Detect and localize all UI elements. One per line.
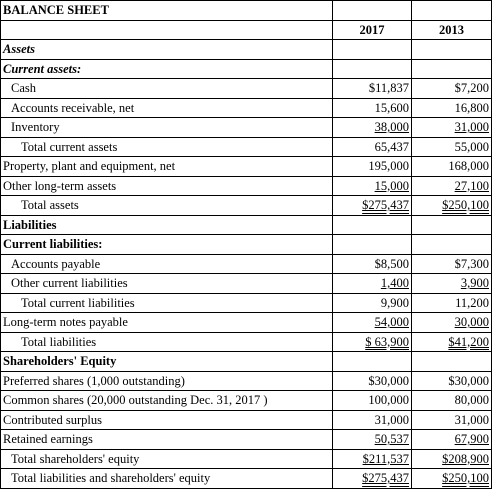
- section-row: [1, 352, 492, 372]
- row-label-preferred-shares: Preferred shares (1,000 outstanding): [1, 371, 333, 391]
- value-2013-common-shares: 80,000: [412, 391, 492, 411]
- value-2013-total-liabilities: $41,200: [448, 334, 489, 349]
- table-row: [1, 410, 492, 430]
- row-label-ppe: Property, plant and equipment, net: [1, 157, 333, 177]
- value-2017-ppe: 195,000: [333, 157, 412, 177]
- value-2017-inventory: 38,000: [374, 120, 409, 135]
- empty-cell: [412, 59, 492, 79]
- empty-cell: [333, 352, 412, 372]
- value-2013-inventory: 31,000: [454, 120, 489, 135]
- empty-cell: [333, 1, 412, 21]
- table-row: [1, 332, 492, 352]
- row-label-contributed-surplus: Contributed surplus: [1, 410, 333, 430]
- table-row: [1, 371, 492, 391]
- value-2017-accounts-receivable: 15,600: [333, 98, 412, 118]
- value-2017-total-shareholders-equity: $211,537: [362, 451, 409, 466]
- row-label-other-current-liabilities: Other current liabilities: [1, 274, 333, 294]
- year-header-2017: 2017: [333, 20, 412, 40]
- table-row: [1, 449, 492, 469]
- table-row: [1, 391, 492, 411]
- row-label-accounts-receivable: Accounts receivable, net: [1, 98, 333, 118]
- empty-cell: [412, 235, 492, 255]
- value-2013-preferred-shares: $30,000: [412, 371, 492, 391]
- row-label-total-assets: Total assets: [1, 196, 333, 216]
- value-2013-accounts-payable: $7,300: [412, 254, 492, 274]
- table-row: [1, 79, 492, 99]
- row-label-total-liabilities: Total liabilities: [1, 332, 333, 352]
- value-2017-long-term-notes-payable: 54,000: [374, 315, 409, 330]
- value-2017-preferred-shares: $30,000: [333, 371, 412, 391]
- empty-cell: [412, 1, 492, 21]
- value-2013-total-shareholders-equity: $208,900: [442, 451, 489, 466]
- value-2013-cash: $7,200: [412, 79, 492, 99]
- empty-cell: [412, 40, 492, 60]
- row-label-total-shareholders-equity: Total shareholders' equity: [1, 449, 333, 469]
- value-2017-total-liabilities: $ 63,900: [365, 334, 409, 349]
- section-assets: Assets: [1, 40, 333, 60]
- row-label-common-shares: Common shares (20,000 outstanding Dec. 31, 2017 ): [1, 391, 333, 411]
- value-2017-total-liabilities-and-equity: $275,437: [362, 471, 409, 486]
- empty-cell: [1, 20, 333, 40]
- section-current-liabilities: Current liabilities:: [1, 235, 333, 255]
- value-2013-total-assets: $250,100: [442, 198, 489, 213]
- value-2013-long-term-notes-payable: 30,000: [454, 315, 489, 330]
- value-2017-total-current-liabilities: 9,900: [333, 293, 412, 313]
- table-row: [1, 254, 492, 274]
- table-row: [1, 430, 492, 450]
- value-2013-ppe: 168,000: [412, 157, 492, 177]
- empty-cell: [333, 40, 412, 60]
- value-2013-other-long-term-assets: 27,100: [454, 178, 489, 193]
- section-current-assets: Current assets:: [1, 59, 333, 79]
- row-label-other-long-term-assets: Other long-term assets: [1, 176, 333, 196]
- row-label-accounts-payable: Accounts payable: [1, 254, 333, 274]
- value-2013-total-liabilities-and-equity: $250,100: [442, 471, 489, 486]
- value-2013-accounts-receivable: 16,800: [412, 98, 492, 118]
- table-row: [1, 469, 492, 489]
- value-2017-other-long-term-assets: 15,000: [374, 178, 409, 193]
- table-row: [1, 98, 492, 118]
- row-label-inventory: Inventory: [1, 118, 333, 138]
- year-header-row: [1, 20, 492, 40]
- row-label-cash: Cash: [1, 79, 333, 99]
- section-row: [1, 59, 492, 79]
- empty-cell: [333, 215, 412, 235]
- section-row: [1, 40, 492, 60]
- table-row: [1, 157, 492, 177]
- row-label-total-current-assets: Total current assets: [1, 137, 333, 157]
- empty-cell: [333, 235, 412, 255]
- value-2017-retained-earnings: 50,537: [374, 432, 409, 447]
- value-2013-contributed-surplus: 31,000: [412, 410, 492, 430]
- title-row: [1, 1, 492, 21]
- value-2017-common-shares: 100,000: [333, 391, 412, 411]
- value-2017-total-assets: $275,437: [362, 198, 409, 213]
- section-row: [1, 215, 492, 235]
- empty-cell: [333, 59, 412, 79]
- table-row: [1, 293, 492, 313]
- value-2017-other-current-liabilities: 1,400: [380, 276, 409, 291]
- value-2017-cash: $11,837: [333, 79, 412, 99]
- table-row: [1, 196, 492, 216]
- section-shareholders-equity: Shareholders' Equity: [1, 352, 333, 372]
- value-2013-total-current-assets: 55,000: [412, 137, 492, 157]
- value-2017-contributed-surplus: 31,000: [333, 410, 412, 430]
- value-2017-total-current-assets: 65,437: [333, 137, 412, 157]
- empty-cell: [412, 352, 492, 372]
- table-row: [1, 274, 492, 294]
- table-row: [1, 137, 492, 157]
- table-row: [1, 313, 492, 333]
- year-header-2013: 2013: [412, 20, 492, 40]
- value-2013-total-current-liabilities: 11,200: [412, 293, 492, 313]
- sheet-title: BALANCE SHEET: [1, 1, 333, 21]
- table-row: [1, 118, 492, 138]
- section-row: [1, 235, 492, 255]
- row-label-long-term-notes-payable: Long-term notes payable: [1, 313, 333, 333]
- row-label-total-current-liabilities: Total current liabilities: [1, 293, 333, 313]
- empty-cell: [412, 215, 492, 235]
- row-label-retained-earnings: Retained earnings: [1, 430, 333, 450]
- value-2017-accounts-payable: $8,500: [333, 254, 412, 274]
- table-row: [1, 176, 492, 196]
- section-liabilities: Liabilities: [1, 215, 333, 235]
- value-2013-other-current-liabilities: 3,900: [460, 276, 489, 291]
- value-2013-retained-earnings: 67,900: [454, 432, 489, 447]
- row-label-total-liabilities-and-equity: Total liabilities and shareholders' equity: [1, 469, 333, 489]
